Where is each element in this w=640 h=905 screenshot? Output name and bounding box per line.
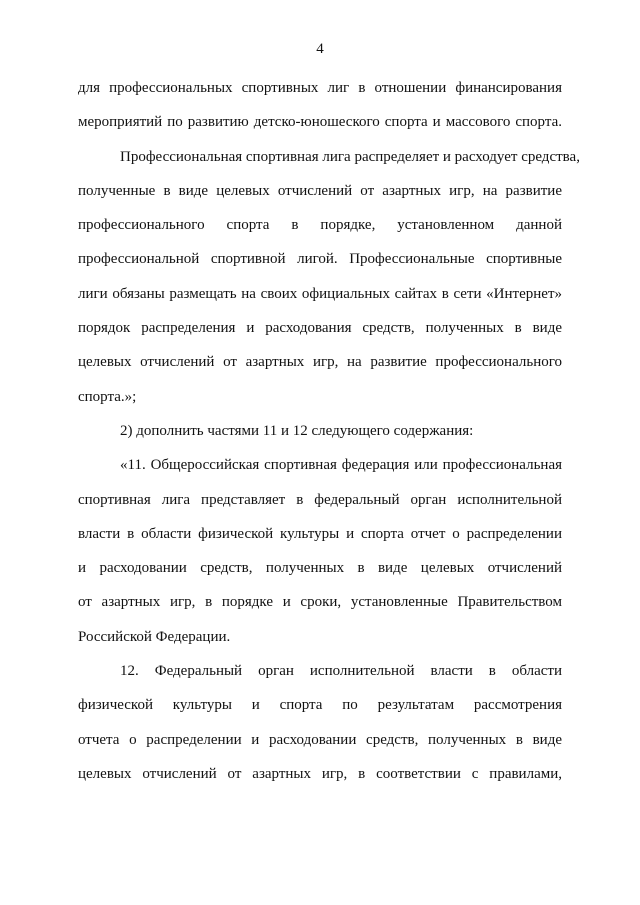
text-line: спортивная лига представляет в федеральный орган исполнительной <box>78 491 562 508</box>
document-body <box>78 71 580 791</box>
text-line: от азартных игр, в порядке и сроки, установленные Правительством <box>78 594 562 611</box>
paragraph-last-line: спорта.»; <box>78 388 137 405</box>
list-item-2-heading: 2) дополнить частями 11 и 12 следующего содержания: <box>120 422 474 439</box>
text-line: целевых отчислений от азартных игр, в соответствии с правилами, <box>78 765 562 782</box>
paragraph-last-line: Российской Федерации. <box>78 628 231 645</box>
text-line: для профессиональных спортивных лиг в отношении финансирования <box>78 80 562 96</box>
page-number: 4 <box>316 41 324 57</box>
text-line: профессионального спорта в порядке, установленном данной <box>78 217 562 234</box>
text-line: мероприятий по развитию детско-юношеского спорта и массового спорта. <box>78 114 562 131</box>
text-line: полученные в виде целевых отчислений от азартных игр, на развитие <box>78 182 562 199</box>
text-line: и расходовании средств, полученных в виде целевых отчислений <box>78 560 562 577</box>
text-line: профессиональной спортивной лигой. Профессиональные спортивные <box>78 251 562 268</box>
paragraph-first-line: Профессиональная спортивная лига распределяет и расходует средства, <box>120 148 580 165</box>
text-line: отчета о распределении и расходовании средств, полученных в виде <box>78 731 562 748</box>
part-11-first-line: «11. Общероссийская спортивная федерация или профессиональная <box>120 457 562 474</box>
text-line: целевых отчислений от азартных игр, на развитие профессионального <box>78 354 562 371</box>
text-line: физической культуры и спорта по результатам рассмотрения <box>78 697 562 714</box>
text-line: лиги обязаны размещать на своих официальных сайтах в сети «Интернет» <box>78 285 562 302</box>
part-12-first-line: 12. Федеральный орган исполнительной власти в области <box>120 663 562 680</box>
text-line: порядок распределения и расходования средств, полученных в виде <box>78 320 562 337</box>
text-line: власти в области физической культуры и спорта отчет о распределении <box>78 525 562 542</box>
